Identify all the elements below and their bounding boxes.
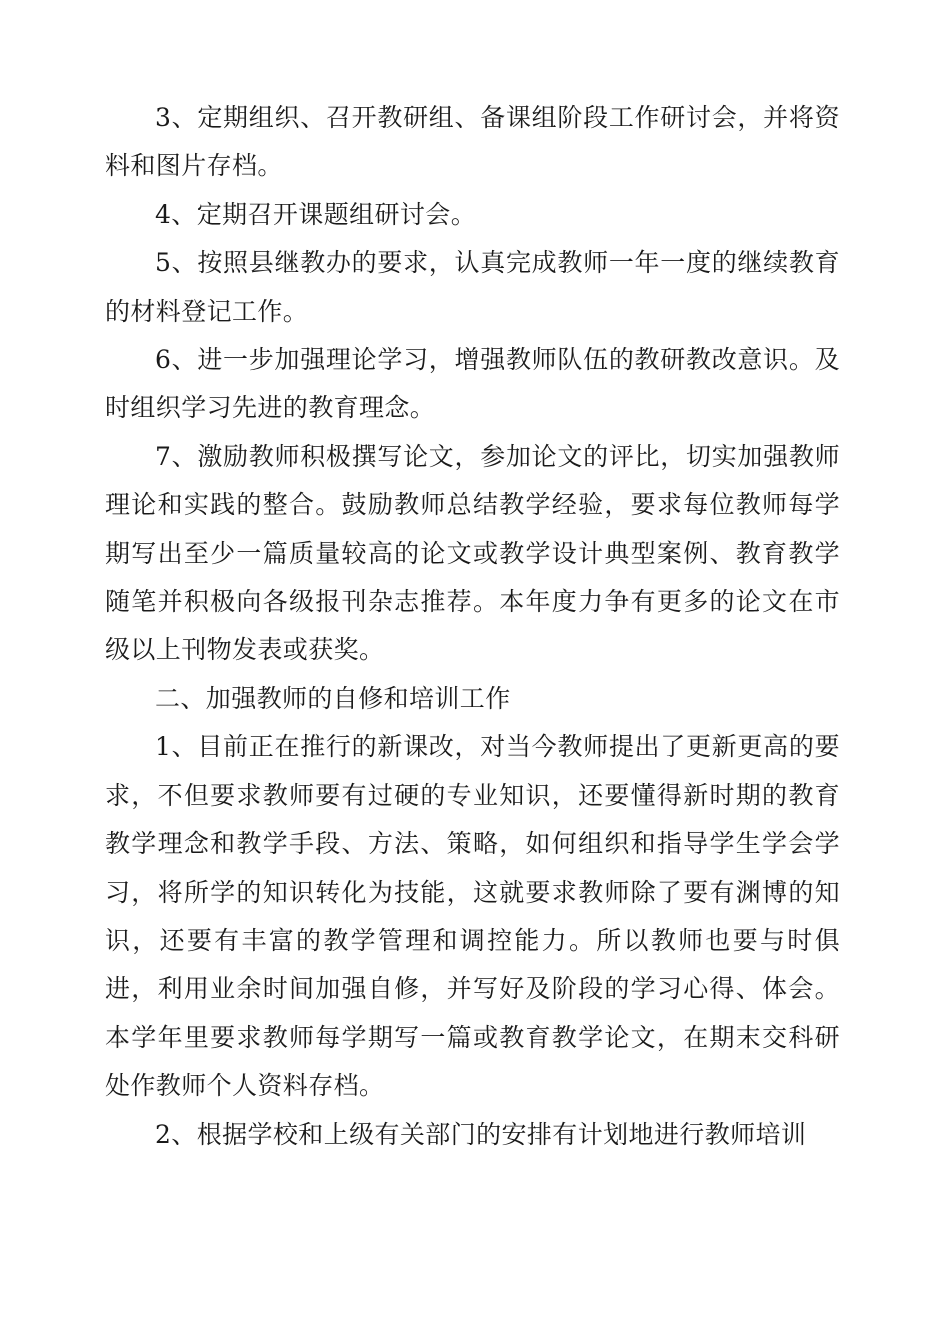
paragraph-item-3: 3、定期组织、召开教研组、备课组阶段工作研讨会，并将资料和图片存档。 bbox=[105, 103, 840, 181]
paragraph-section2-item-1: 1、目前正在推行的新课改，对当今教师提出了更新更高的要求，不但要求教师要有过硬的专业知识，还要懂得新时期的教育教学理念和教学手段、方法、策略，如何组织和指导学生学会学习，将所学的知识转化为技能，这就要求教师除了要有渊博的知识，还要有丰富的教学管理和调控能力。所以教师也要与时俱进，利用业余时间加强自修，并写好及阶段的学习心得、体会。本学年里要求教师每学期写一篇或教育教学论文，在期末交科研处作教师个人资料存档。 bbox=[105, 732, 840, 1101]
paragraph-section2-item-2: 2、根据学校和上级有关部门的安排有计划地进行教师培训 bbox=[155, 1119, 807, 1149]
section-heading: 二、加强教师的自修和培训工作 bbox=[155, 683, 511, 713]
paragraph-item-6: 6、进一步加强理论学习，增强教师队伍的教研教改意识。及时组织学习先进的教育理念。 bbox=[105, 345, 840, 423]
paragraph-item-4: 4、定期召开课题组研讨会。 bbox=[155, 199, 477, 229]
paragraph-item-7: 7、激励教师积极撰写论文，参加论文的评比，切实加强教师理论和实践的整合。鼓励教师总结教学经验，要求每位教师每学期写出至少一篇质量较高的论文或教学设计典型案例、教育教学随笔并积极向各级报刊杂志推荐。本年度力争有更多的论文在市级以上刊物发表或获奖。 bbox=[105, 441, 840, 665]
document-body bbox=[105, 94, 840, 1159]
paragraph-item-5: 5、按照县继教办的要求，认真完成教师一年一度的继续教育的材料登记工作。 bbox=[105, 248, 840, 326]
